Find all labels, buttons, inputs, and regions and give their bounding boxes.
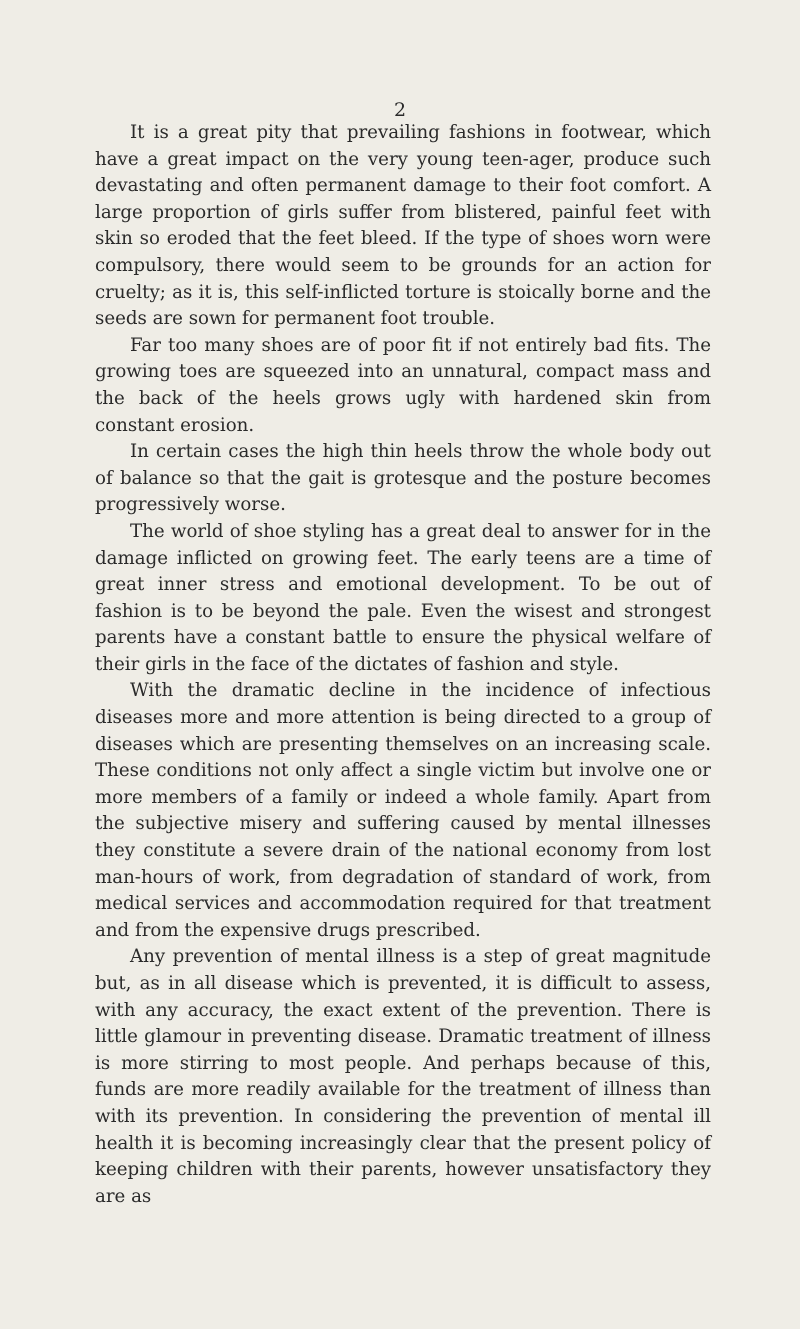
paragraph-shoe-styling: The world of shoe styling has a great deal to answer for in the damage inflicted on growing feet. The early teens are a time of great inner stress and emotional development. To be out of fashion is to be beyond the pale. Even the wisest and strongest parents have a constant battle to ensure the physical welfare of their girls in the face of the dictates of fashion and style.	[95, 520, 711, 675]
paragraph-prevention: Any prevention of mental illness is a step of great magnitude but, as in all disease which is prevented, it is difficult to assess, with any accuracy, the exact extent of the prevention. There is little glamour in preventing disease. Dramatic treatment of illness is more stirring to most people. And perhaps because of this, funds are more readily available for the treatment of illness than with its prevention. In considering the prevention of mental ill health it is becoming increasingly clear that the present policy of keeping children with their parents, however unsatisfactory they are as	[95, 946, 711, 1207]
paragraph-poor-fit: Far too many shoes are of poor fit if not entirely bad fits. The growing toes are squeezed into an unnatural, compact mass and the back of the heels grows ugly with hardened skin from constant erosion.	[95, 334, 711, 436]
body-text	[95, 120, 711, 1210]
paragraph-footwear-fashions: It is a great pity that prevailing fashions in footwear, which have a great impact on the very young teen-ager, produce such devastating and often permanent damage to their foot comfort. A large proportion of girls suffer from blistered, painful feet with skin so eroded that the feet bleed. If the type of shoes worn were compulsory, there would seem to be grounds for an action for cruelty; as it is, this self-inflicted torture is stoically borne and the seeds are sown for permanent foot trouble.	[95, 122, 711, 330]
paragraph-high-heels: In certain cases the high thin heels throw the whole body out of balance so that the gait is grotesque and the posture becomes progressively worse.	[95, 441, 711, 516]
paragraph-mental-illness: With the dramatic decline in the incidence of infectious diseases more and more attention is being directed to a group of diseases which are presenting themselves on an increasing scale. These conditions not only affect a single victim but involve one or more members of a family or indeed a whole family. Apart from the subjective misery and suffering caused by mental illnesses they constitute a severe drain of the national economy from lost man-hours of work, from degradation of standard of work, from medical services and accommodation required for that treatment and from the expensive drugs prescribed.	[95, 680, 711, 941]
page-number: 2	[393, 99, 407, 121]
